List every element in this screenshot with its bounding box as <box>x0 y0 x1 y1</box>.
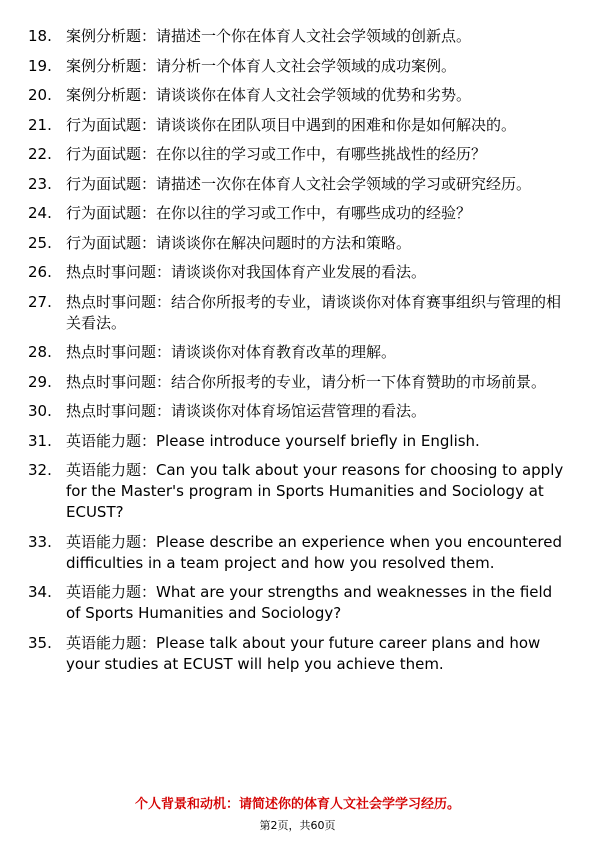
question-text: 案例分析题：请描述一个你在体育人文社会学领域的创新点。 <box>66 27 472 45</box>
question-text: 热点时事问题：结合你所报考的专业，请分析一下体育赞助的市场前景。 <box>66 372 547 391</box>
question-item <box>0 262 595 283</box>
question-number: 26. <box>28 263 52 281</box>
question-text: 行为面试题：请谈谈你在团队项目中遇到的困难和你是如何解决的。 <box>66 115 517 134</box>
question-item <box>0 460 595 523</box>
question-number: 28. <box>28 343 52 361</box>
question-text: 行为面试题：请描述一次你在体育人文社会学领域的学习或研究经历。 <box>66 174 532 193</box>
question-item <box>0 26 595 47</box>
question-item <box>0 56 595 77</box>
question-text: 案例分析题：请分析一个体育人文社会学领域的成功案例。 <box>66 56 457 75</box>
question-item <box>0 292 595 334</box>
page-number: 第2页，共60页 <box>259 819 336 832</box>
question-number: 25. <box>28 233 52 252</box>
question-number: 19. <box>28 56 52 75</box>
question-text: 英语能力题：Can you talk about your reasons for choosing to apply for the Master's program in Sports Humanities and Sociology at ECUST? <box>66 461 564 521</box>
question-item <box>0 85 595 106</box>
question-item <box>0 203 595 224</box>
question-number: 33. <box>28 532 52 551</box>
question-number: 20. <box>28 86 52 104</box>
question-number: 24. <box>28 204 52 222</box>
question-text: 热点时事问题：结合你所报考的专业，请谈谈你对体育赛事组织与管理的相关看法。 <box>66 292 562 332</box>
question-number: 32. <box>28 461 52 479</box>
question-item <box>0 431 595 452</box>
question-item <box>0 372 595 393</box>
question-text: 案例分析题：请谈谈你在体育人文社会学领域的优势和劣势。 <box>66 86 472 104</box>
question-item <box>0 233 595 254</box>
question-text: 行为面试题：在你以往的学习或工作中，有哪些成功的经验？ <box>66 204 472 222</box>
question-list <box>0 26 595 683</box>
question-number: 22. <box>28 145 52 163</box>
question-number: 30. <box>28 402 52 420</box>
question-number: 23. <box>28 174 52 193</box>
question-number: 34. <box>28 583 52 601</box>
question-item <box>0 582 595 624</box>
question-text: 英语能力题：Please describe an experience when you encountered difficulties in a team project and how you resolved them. <box>66 532 562 572</box>
question-number: 31. <box>28 431 52 450</box>
footer-highlight-note: 个人背景和动机：请简述你的体育人文社会学学习经历。 <box>134 797 460 812</box>
question-text: 英语能力题：Please introduce yourself briefly in English. <box>66 431 480 450</box>
question-text: 热点时事问题：请谈谈你对体育教育改革的理解。 <box>66 343 397 361</box>
question-number: 18. <box>28 27 52 45</box>
question-text: 行为面试题：在你以往的学习或工作中，有哪些挑战性的经历？ <box>66 145 487 163</box>
question-item <box>0 115 595 136</box>
question-item <box>0 532 595 574</box>
question-text: 行为面试题：请谈谈你在解决问题时的方法和策略。 <box>66 233 412 252</box>
question-text: 英语能力题：Please talk about your future career plans and how your studies at ECUST will help you achieve them. <box>66 633 541 673</box>
question-text: 热点时事问题：请谈谈你对体育场馆运营管理的看法。 <box>66 402 427 420</box>
question-number: 35. <box>28 633 52 652</box>
question-item <box>0 342 595 363</box>
question-number: 27. <box>28 292 52 311</box>
question-text: 热点时事问题：请谈谈你对我国体育产业发展的看法。 <box>66 263 427 281</box>
question-number: 29. <box>28 372 52 391</box>
question-text: 英语能力题：What are your strengths and weaknesses in the field of Sports Humanities and Sociology? <box>66 583 553 622</box>
question-item <box>0 401 595 422</box>
question-item <box>0 633 595 675</box>
question-item <box>0 174 595 195</box>
question-number: 21. <box>28 115 52 134</box>
question-item <box>0 144 595 165</box>
